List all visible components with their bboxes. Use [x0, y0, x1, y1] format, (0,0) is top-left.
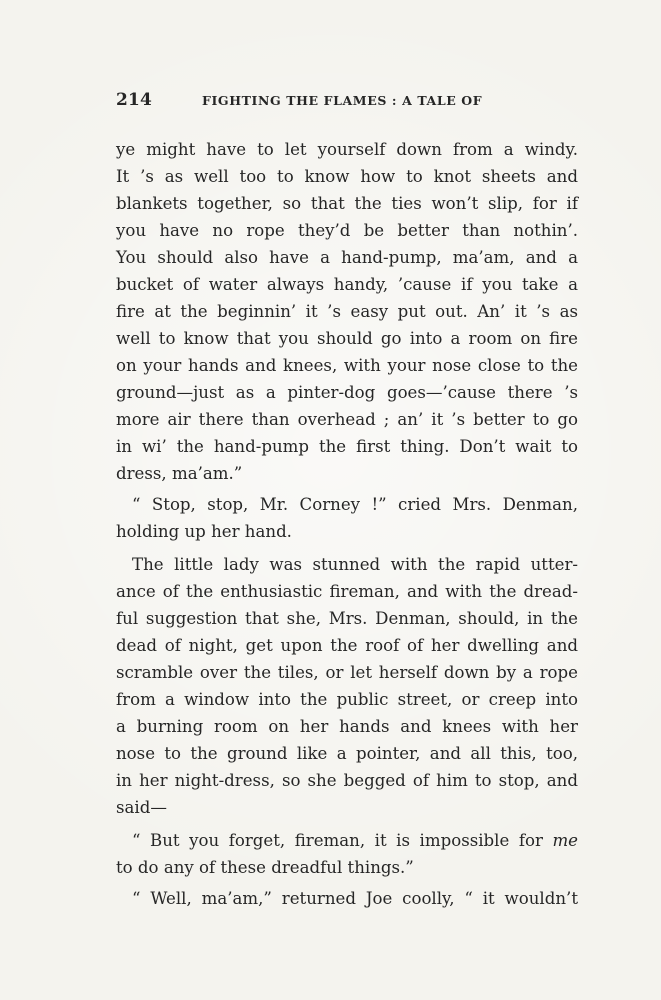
text-line: in wi’ the hand-pump the first thing. Don’t wait to [116, 437, 578, 456]
emphasized-word: me [552, 831, 578, 850]
text-line: “ Stop, stop, Mr. Corney !” cried Mrs. Denman, [132, 495, 578, 514]
text-line: “ Well, ma’am,” returned Joe coolly, “ it wouldn’t [132, 889, 578, 908]
text-line: said— [116, 798, 167, 817]
text-line: in her night-dress, so she begged of him to stop, and [116, 771, 578, 790]
page-number: 214 [116, 90, 153, 110]
text-line: ance of the enthusiastic fireman, and with the dread- [116, 582, 578, 601]
body-text [116, 136, 578, 912]
text-line: fire at the beginnin’ it ’s easy put out. An’ it ’s as [116, 302, 578, 321]
text-line: to do any of these dreadful things.” [116, 858, 414, 877]
text-line: from a window into the public street, or creep into [116, 690, 578, 709]
text-line: you have no rope they’d be better than nothin’. [116, 221, 578, 240]
running-head: FIGHTING THE FLAMES : A TALE OF [202, 93, 483, 108]
text-line: ground—just as a pinter-dog goes—’cause there ’s [116, 383, 578, 402]
text-line: You should also have a hand-pump, ma’am, and a [116, 248, 578, 267]
text-line: nose to the ground like a pointer, and all this, too, [116, 744, 578, 763]
text-line [116, 827, 578, 854]
text-line: ye might have to let yourself down from a windy. [116, 140, 578, 159]
text-line: dead of night, get upon the roof of her dwelling and [116, 636, 578, 655]
text-line: ful suggestion that she, Mrs. Denman, should, in the [116, 609, 578, 628]
text-line: a burning room on her hands and knees with her [116, 717, 578, 736]
page-header [116, 90, 536, 114]
text-line: It ’s as well too to know how to knot sheets and [116, 167, 578, 186]
text-line: dress, ma’am.” [116, 464, 243, 483]
text-line: well to know that you should go into a room on fire [116, 329, 578, 348]
text-line: blankets together, so that the ties won’t slip, for if [116, 194, 578, 213]
line-text: “ But you forget, fireman, it is impossible for [132, 831, 543, 850]
text-line: on your hands and knees, with your nose close to the [116, 356, 578, 375]
text-line: bucket of water always handy, ’cause if you take a [116, 275, 578, 294]
text-line: The little lady was stunned with the rapid utter- [132, 555, 578, 574]
text-line: holding up her hand. [116, 522, 292, 541]
text-line: scramble over the tiles, or let herself down by a rope [116, 663, 578, 682]
text-line: more air there than overhead ; an’ it ’s better to go [116, 410, 578, 429]
